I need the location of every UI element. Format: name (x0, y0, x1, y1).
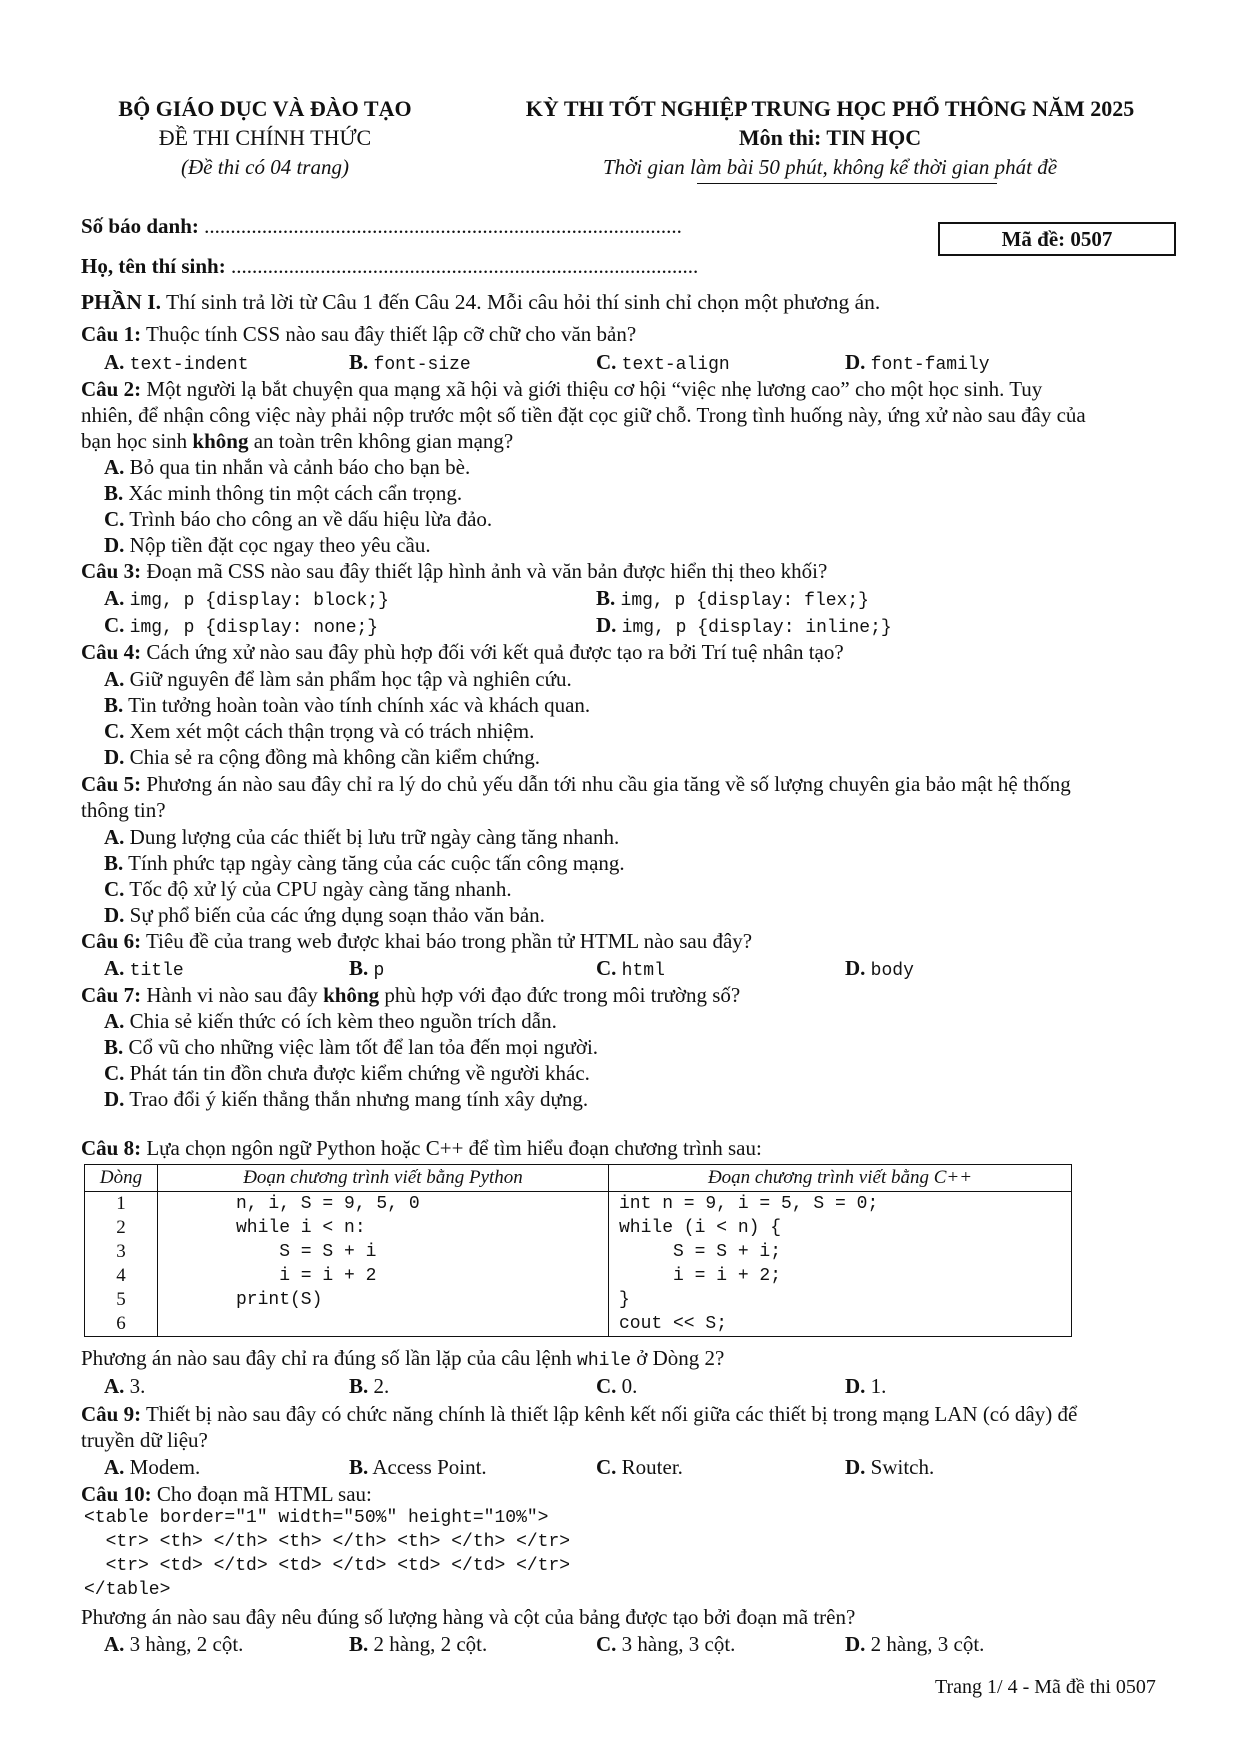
candidate-name-dots: ......................................................................................... (230, 254, 699, 278)
candidate-number-dots: ........................................................................................... (204, 214, 682, 238)
line-number: 5 (116, 1289, 126, 1310)
option-c: C. Phát tán tin đồn chưa được kiểm chứng về người khác. (104, 1061, 590, 1085)
question-2-line-3: bạn học sinh không an toàn trên không gian mạng? (81, 429, 514, 453)
option-c: C. img, p {display: none;} (104, 613, 379, 638)
option-b: B. Cổ vũ cho những việc làm tốt để lan tỏa đến mọi người. (104, 1035, 599, 1059)
option-a: A. Chia sẻ kiến thức có ích kèm theo nguồn trích dẫn. (104, 1009, 557, 1033)
table-header-row (85, 1165, 1072, 1192)
question-10: Câu 10: Cho đoạn mã HTML sau: (81, 1482, 372, 1506)
option-d: D. 2 hàng, 3 cột. (845, 1632, 985, 1656)
part-one-label: PHẦN I. (81, 290, 162, 314)
question-9: Câu 9: Thiết bị nào sau đây có chức năng chính là thiết lập kênh kết nối giữa các thiết bị trong mạng LAN (có dây) để (81, 1402, 1078, 1426)
cpp-code-cell (609, 1192, 1072, 1337)
option-b: B. img, p {display: flex;} (596, 586, 869, 611)
html-code-line: </table> (84, 1580, 171, 1600)
question-9-line-2: truyền dữ liệu? (81, 1428, 208, 1452)
python-code-line: while i < n: (236, 1218, 366, 1238)
cpp-code-line: i = i + 2; (619, 1266, 782, 1286)
column-header-line: Dòng (85, 1165, 158, 1192)
option-b: B. Tính phức tạp ngày càng tăng của các cuộc tấn công mạng. (104, 851, 625, 875)
option-d: D. Chia sẻ ra cộng đồng mà không cần kiểm chứng. (104, 745, 540, 769)
column-header-python: Đoạn chương trình viết bằng Python (158, 1165, 609, 1192)
part-one-text: Thí sinh trả lời từ Câu 1 đến Câu 24. Mỗi câu hỏi thí sinh chỉ chọn một phương án. (161, 290, 881, 314)
code-comparison-table (84, 1164, 1072, 1337)
option-b: B. Access Point. (349, 1455, 487, 1479)
line-number: 1 (116, 1193, 126, 1214)
exam-title: KỲ THI TỐT NGHIỆP TRUNG HỌC PHỔ THÔNG NĂM 2025 (525, 96, 1135, 121)
option-c: C. Tốc độ xử lý của CPU ngày càng tăng nhanh. (104, 877, 512, 901)
cpp-code-line: int n = 9, i = 5, S = 0; (619, 1194, 879, 1214)
python-code-line: i = i + 2 (236, 1266, 377, 1286)
python-code-line (236, 1312, 608, 1336)
cpp-code-line: cout << S; (619, 1314, 728, 1334)
option-a: A. title (104, 956, 184, 981)
option-c: C. Trình báo cho công an về dấu hiệu lừa đảo. (104, 507, 493, 531)
column-header-cpp: Đoạn chương trình viết bằng C++ (609, 1165, 1072, 1192)
cpp-code-line: } (619, 1290, 630, 1310)
exam-code-box: Mã đề: 0507 (938, 222, 1176, 256)
option-d: D. font-family (845, 350, 990, 375)
option-c: C. Router. (596, 1455, 683, 1479)
cpp-code-line: while (i < n) { (619, 1218, 782, 1238)
option-b: B. font-size (349, 350, 471, 375)
option-d: D. Nộp tiền đặt cọc ngay theo yêu cầu. (104, 533, 431, 557)
option-d: D. body (845, 956, 914, 981)
option-a: A. img, p {display: block;} (104, 586, 389, 611)
option-d: D. Sự phổ biến của các ứng dụng soạn thảo văn bản. (104, 903, 545, 927)
candidate-name-label: Họ, tên thí sinh: (81, 254, 226, 278)
option-b: B. p (349, 956, 385, 981)
page-footer: Trang 1/ 4 - Mã đề thi 0507 (935, 1676, 1156, 1698)
question-1 (81, 322, 636, 347)
html-code-line: <tr> <th> </th> <th> </th> <th> </th> </tr> (84, 1532, 571, 1552)
option-c: C. Xem xét một cách thận trọng và có trách nhiệm. (104, 719, 535, 743)
option-c: C. text-align (596, 350, 730, 375)
question-label: Câu 1: (81, 322, 142, 346)
line-number: 4 (116, 1265, 126, 1286)
option-a: A. 3. (104, 1374, 146, 1398)
option-c: C. html (596, 956, 665, 981)
cpp-code-line: S = S + i; (619, 1242, 782, 1262)
header-underline (697, 183, 997, 184)
table-body-row (85, 1192, 1072, 1337)
python-code-line: n, i, S = 9, 5, 0 (236, 1194, 420, 1214)
question-4: Câu 4: Cách ứng xử nào sau đây phù hợp đối với kết quả được tạo ra bởi Trí tuệ nhân tạo? (81, 640, 844, 664)
line-number: 2 (116, 1217, 126, 1238)
option-b: B. Tin tưởng hoàn toàn vào tính chính xác và khách quan. (104, 693, 591, 717)
part-one-instructions (81, 290, 880, 315)
question-8: Câu 8: Lựa chọn ngôn ngữ Python hoặc C++ để tìm hiểu đoạn chương trình sau: (81, 1136, 762, 1160)
question-2-line-2: nhiên, để nhận công việc này phải nộp trước một số tiền đặt cọc giữ chỗ. Trong tình huống này, ứng xử nào sau đây của (81, 403, 1086, 427)
time-note: Thời gian làm bài 50 phút, không kể thời gian phát đề (602, 155, 1058, 179)
option-b: B. Xác minh thông tin một cách cẩn trọng. (104, 481, 463, 505)
line-numbers-cell (85, 1192, 158, 1337)
python-code-line: print(S) (236, 1290, 323, 1310)
option-d: D. img, p {display: inline;} (596, 613, 892, 638)
option-a: A. 3 hàng, 2 cột. (104, 1632, 244, 1656)
question-5: Câu 5: Phương án nào sau đây chỉ ra lý do chủ yếu dẫn tới nhu cầu gia tăng về số lượng chuyên gia bảo mật hệ thống (81, 772, 1071, 796)
line-number: 3 (116, 1241, 126, 1262)
subject-line: Môn thi: TIN HỌC (738, 125, 922, 150)
option-a: A. Modem. (104, 1455, 201, 1479)
python-code-cell (158, 1192, 609, 1337)
option-b: B. 2 hàng, 2 cột. (349, 1632, 488, 1656)
option-b: B. 2. (349, 1374, 390, 1398)
line-number: 6 (116, 1313, 126, 1334)
candidate-name-row (81, 254, 698, 279)
question-5-line-2: thông tin? (81, 798, 166, 822)
candidate-number-row (81, 214, 682, 239)
option-a: A. Giữ nguyên để làm sản phẩm học tập và nghiên cứu. (104, 667, 572, 691)
python-code-line: S = S + i (236, 1242, 377, 1262)
question-6: Câu 6: Tiêu đề của trang web được khai báo trong phần tử HTML nào sau đây? (81, 929, 753, 953)
html-code-line: <table border="1" width="50%" height="10%"> (84, 1508, 549, 1528)
question-8-prompt: Phương án nào sau đây chỉ ra đúng số lần lặp của câu lệnh while ở Dòng 2? (81, 1346, 725, 1371)
question-10-prompt: Phương án nào sau đây nêu đúng số lượng hàng và cột của bảng được tạo bởi đoạn mã trên? (81, 1605, 856, 1629)
official-exam-label: ĐỀ THI CHÍNH THỨC (158, 125, 372, 150)
option-c: C. 0. (596, 1374, 638, 1398)
html-code-line: <tr> <td> </td> <td> </td> <td> </td> </tr> (84, 1556, 571, 1576)
option-c: C. 3 hàng, 3 cột. (596, 1632, 736, 1656)
option-a: A. text-indent (104, 350, 249, 375)
option-d: D. Trao đổi ý kiến thẳng thắn nhưng mang tính xây dựng. (104, 1087, 589, 1111)
option-a: A. Bỏ qua tin nhắn và cảnh báo cho bạn bè. (104, 455, 471, 479)
question-2: Câu 2: Một người lạ bắt chuyện qua mạng xã hội và giới thiệu cơ hội “việc nhẹ lương cao” cho một học sinh. Tuy (81, 377, 1043, 401)
option-d: D. 1. (845, 1374, 887, 1398)
ministry-name: BỘ GIÁO DỤC VÀ ĐÀO TẠO (118, 96, 412, 121)
question-7: Câu 7: Hành vi nào sau đây không phù hợp với đạo đức trong môi trường số? (81, 983, 741, 1007)
option-a: A. Dung lượng của các thiết bị lưu trữ ngày càng tăng nhanh. (104, 825, 620, 849)
option-d: D. Switch. (845, 1455, 935, 1479)
candidate-number-label: Số báo danh: (81, 214, 199, 238)
question-3: Câu 3: Đoạn mã CSS nào sau đây thiết lập hình ảnh và văn bản được hiển thị theo khối? (81, 559, 828, 583)
pages-note: (Đề thi có 04 trang) (181, 155, 349, 179)
question-text: Thuộc tính CSS nào sau đây thiết lập cỡ chữ cho văn bản? (141, 322, 637, 346)
